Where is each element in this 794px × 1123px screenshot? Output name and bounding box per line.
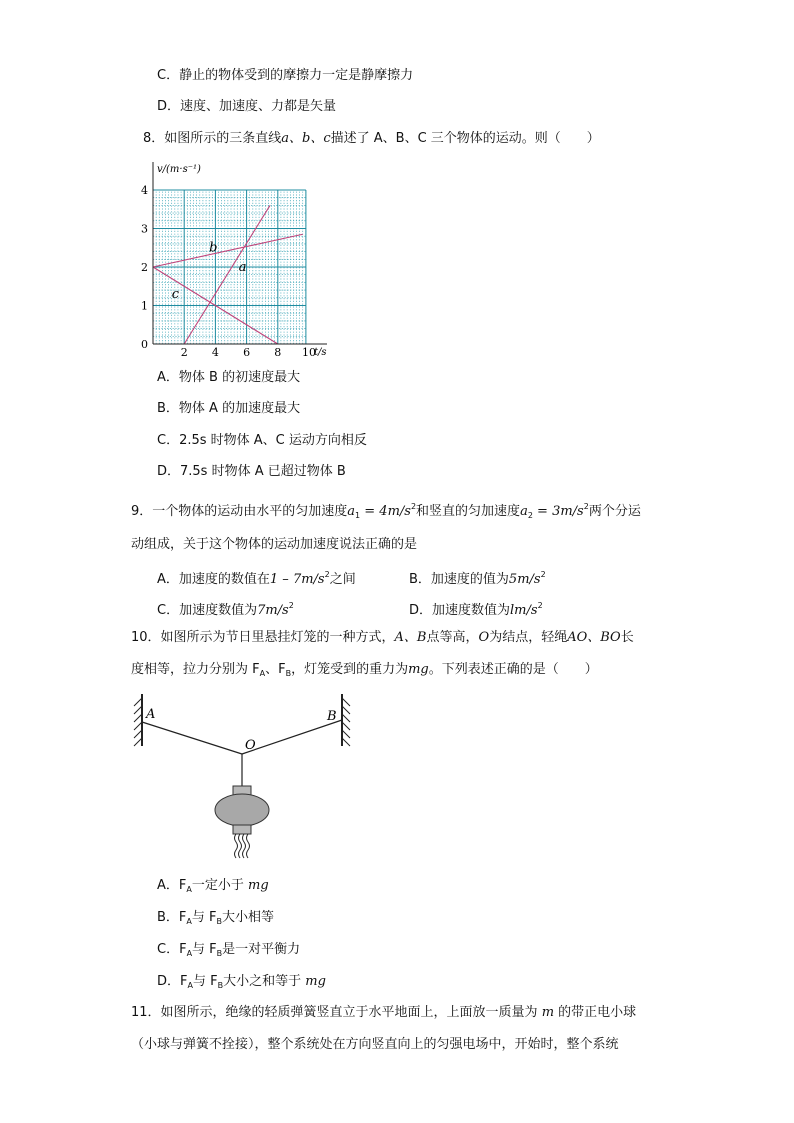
q9-stem-prefix: 9．一个物体的运动由水平的匀加速度	[131, 504, 348, 519]
q8-option-c: C．2.5s 时物体 A、C 运动方向相反	[157, 433, 367, 448]
q10-option-d-sub-b: B	[217, 981, 224, 990]
q9-option-c	[157, 597, 294, 620]
q10-line1-d: O	[478, 630, 490, 645]
q9-a2-exp: 2	[583, 502, 589, 511]
q10-option-d-mid: 与 F	[192, 974, 218, 989]
q10-option-c-rest: 是一对平衡力	[222, 942, 301, 957]
q8-stem-prefix: 8．如图所示的三条直线	[143, 131, 282, 146]
q10-option-d-sub-a: A	[187, 981, 193, 990]
q9-option-d-text: D．加速度数值为	[409, 603, 511, 618]
q10-line2-b: 、F	[265, 662, 286, 677]
q10-line2-sub-b: B	[285, 669, 292, 678]
q10-option-d	[157, 973, 326, 995]
q10-line2-e: 。下列表述正确的是（ ）	[428, 662, 598, 677]
q11-line1-m: m	[541, 1005, 555, 1020]
lantern-figure	[130, 690, 370, 866]
q10-option-c-sub-a: A	[186, 949, 193, 958]
q10-stem-line2	[131, 661, 598, 683]
q10-option-b-rest: 大小相等	[222, 910, 275, 925]
q11-line1-end: 的带正电小球	[558, 1005, 637, 1020]
y-tick-label: 1	[141, 299, 148, 313]
q10-option-a	[157, 877, 269, 899]
q10-option-d-mg: mg	[305, 974, 326, 989]
q9-stem-line1	[131, 498, 641, 525]
q9-a1-subscript: 1	[355, 511, 361, 520]
x-tick-label: 6	[243, 346, 251, 358]
x-tick-label: 10	[302, 346, 316, 358]
q9-option-b-value: 5m/s	[508, 572, 541, 587]
label-b: B	[327, 709, 337, 724]
q10-option-b-sub-b: B	[216, 917, 223, 926]
q9-option-d	[409, 597, 543, 620]
q9-option-b-text: B．加速度的值为	[409, 572, 509, 587]
q10-option-c-text: C．F	[157, 942, 187, 957]
q8-stem-vars: a、b、c	[281, 131, 331, 146]
q11-line1-text: 11．如图所示，绝缘的轻质弹簧竖直立于水平地面上，上面放一质量为	[131, 1005, 538, 1020]
q9-option-c-value: 7m/s	[257, 603, 289, 618]
q9-a1-symbol: a	[347, 504, 356, 519]
q11-stem-line1	[131, 1004, 636, 1022]
lantern-base	[233, 825, 251, 834]
q10-option-a-sub: A	[186, 885, 192, 894]
series-label-c: c	[171, 286, 180, 302]
right-wall-hatch	[342, 698, 350, 746]
q9-option-c-text: C．加速度数值为	[157, 603, 258, 618]
q11-stem-line2: （小球与弹簧不拴接），整个系统处在方向竖直向上的匀强电场中，开始时，整个系统	[131, 1037, 619, 1052]
q10-option-a-text: A．F	[157, 878, 187, 893]
q10-line2-d: mg	[408, 662, 429, 677]
x-tick-label: 4	[211, 346, 219, 358]
q9-option-a-exp: 2	[324, 570, 330, 579]
label-o: O	[245, 738, 256, 753]
q10-option-c-mid: 与 F	[192, 942, 217, 957]
q10-option-c-sub-b: B	[216, 949, 223, 958]
q9-option-b-exp: 2	[540, 570, 546, 579]
x-tick-label: 2	[180, 346, 188, 358]
vt-graph	[135, 158, 335, 358]
q9-option-a-text: A．加速度的数值在	[157, 572, 270, 587]
q9-option-d-exp: 2	[537, 601, 543, 610]
q10-option-b-text: B．F	[157, 910, 187, 925]
q10-line2-c: ，灯笼受到的重力为	[291, 662, 409, 677]
q9-option-c-exp: 2	[288, 601, 294, 610]
q9-option-a	[157, 566, 356, 589]
q7-option-c: C．静止的物体受到的摩擦力一定是静摩擦力	[157, 68, 414, 83]
q9-stem-line2: 动组成，关于这个物体的运动加速度说法正确的是	[131, 537, 418, 552]
q8-option-a: A．物体 B 的初速度最大	[157, 370, 301, 385]
q9-a1-value: = 4m/s	[360, 504, 411, 519]
lantern-tassels	[235, 834, 250, 858]
q8-stem	[143, 130, 600, 148]
y-axis-label: v/(m·s⁻¹)	[157, 164, 201, 175]
q9-option-d-value: lm/s	[510, 603, 538, 618]
left-wall-hatch	[134, 698, 142, 746]
lantern-body	[215, 794, 269, 826]
q7-option-d: D．速度、加速度、力都是矢量	[157, 99, 337, 114]
q10-line1-e: 为结点，轻绳	[489, 630, 568, 645]
q10-line1-a: 10．如图所示为节日里悬挂灯笼的一种方式，	[131, 630, 395, 645]
q10-option-b-sub-a: A	[186, 917, 192, 926]
q9-option-a-value: 1 – 7m/s	[269, 572, 325, 587]
q9-stem-mid: 和竖直的匀加速度	[416, 504, 521, 519]
label-a: A	[146, 707, 156, 722]
q9-a2-value: = 3m/s	[532, 504, 584, 519]
q9-a2-symbol: a	[520, 504, 528, 519]
q10-option-b-mid: 与 F	[191, 910, 217, 925]
y-tick-label: 4	[141, 184, 148, 197]
q8-option-b: B．物体 A 的加速度最大	[157, 401, 301, 416]
x-axis-label: t/s	[314, 347, 327, 358]
q9-a1-exp: 2	[410, 502, 417, 511]
q10-line1-g: 长	[620, 630, 634, 645]
series-label-b: b	[209, 240, 218, 256]
y-tick-label: 2	[141, 261, 148, 274]
q8-stem-suffix: 描述了 A、B、C 三个物体的运动。则（ ）	[330, 131, 600, 146]
q10-line2-sub-a: A	[259, 669, 266, 678]
q8-option-d: D．7.5s 时物体 A 已超过物体 B	[157, 464, 346, 479]
q10-line2-a: 度相等，拉力分别为 F	[131, 662, 260, 677]
q10-option-a-mg: mg	[248, 878, 269, 893]
q10-line1-b: A、B	[394, 630, 427, 645]
rope-bo	[242, 720, 342, 754]
y-tick-label: 3	[141, 222, 148, 236]
q10-line1-c: 点等高，	[426, 630, 479, 645]
q9-stem-suffix: 两个分运	[588, 504, 641, 519]
q10-option-a-rest: 一定小于	[191, 878, 244, 893]
x-tick-label: 8	[274, 346, 282, 358]
series-label-a: a	[238, 259, 247, 275]
rope-ao	[142, 722, 242, 754]
origin-label: 0	[141, 338, 148, 351]
q10-stem-line1	[131, 629, 634, 647]
q10-option-c	[157, 941, 300, 963]
q9-option-a-post: 之间	[329, 572, 356, 587]
q10-option-d-rest: 大小之和等于	[223, 974, 302, 989]
q9-option-b	[409, 566, 546, 589]
q10-option-b	[157, 909, 274, 931]
q10-line1-f: AO、BO	[567, 630, 621, 645]
q10-option-d-text: D．F	[157, 974, 188, 989]
q9-a2-subscript: 2	[527, 511, 533, 520]
